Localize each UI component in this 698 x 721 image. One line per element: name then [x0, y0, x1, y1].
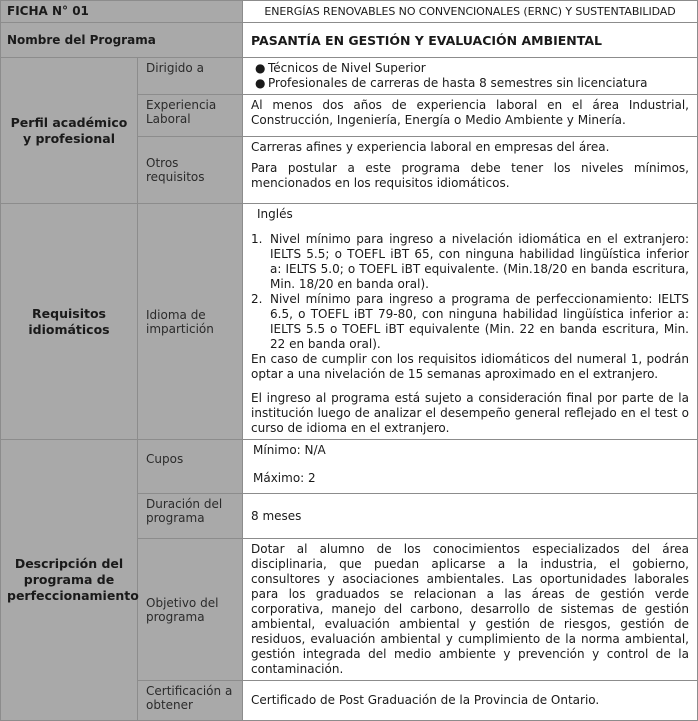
- bullet-icon: ●: [255, 76, 266, 90]
- idioma-value: [243, 204, 698, 440]
- cupos-max: Máximo: 2: [253, 471, 316, 485]
- ficha-number: FICHA N° 01: [1, 1, 243, 23]
- otros-paragraph-1: Carreras afines y experiencia laboral en empresas del área.: [251, 140, 610, 154]
- duracion-label: Duración del programa: [138, 494, 243, 539]
- objetivo-value: Dotar al alumno de los conocimientos especializados del área disciplinaria, que puedan aplicarse a la industria, el gobierno, consultores y asociaciones ambientales. Las oportunidades laborales para los graduados se relacionan a las áreas de gestión verde corporativa, manejo del carbono, desarrollo de sistemas de gestión ambiental, evaluación ambiental y gestión de riesgos, gestión de residuos, evaluación ambiental y cumplimiento de la norma ambiental, gestión integrada del medio ambiente y prevención y control de la contaminación.: [243, 539, 698, 681]
- list-item: 1. Nivel mínimo para ingreso a nivelación idiomática en el extranjero: IELTS 5.5; o TOEFL iBT 65, con ninguna habilidad lingüística inferior a: IELTS 5.0; o TOEFL iBT equivalente. (Min.18/20 en banda escritura, Min. 18/20 en banda oral).: [251, 232, 689, 291]
- dirigido-value: [243, 58, 698, 95]
- list-item: ● Profesionales de carreras de hasta 8 semestres sin licenciatura: [255, 76, 648, 90]
- program-name-label: Nombre del Programa: [1, 23, 243, 58]
- requisitos-note-1: En caso de cumplir con los requisitos idiomáticos del numeral 1, podrán optar a una nivelación de 15 semanas aproximado en el extranjero.: [251, 352, 689, 381]
- requisitos-note-2: El ingreso al programa está sujeto a consideración final por parte de la institución luego de analizar el desempeño general reflejado en el test o curso de idioma en el extranjero.: [251, 391, 689, 435]
- requisitos-list: [251, 232, 689, 352]
- dirigido-row: [1, 58, 698, 95]
- cupos-value: [243, 440, 698, 494]
- certificacion-label: Certificación a obtener: [138, 681, 243, 721]
- program-area: ENERGÍAS RENOVABLES NO CONVENCIONALES (ERNC) Y SUSTENTABILIDAD: [243, 1, 698, 23]
- descripcion-section-label: Descripción del programa de perfeccionamiento: [1, 440, 138, 721]
- dirigido-label: Dirigido a: [138, 58, 243, 95]
- program-name-value: PASANTÍA EN GESTIÓN Y EVALUACIÓN AMBIENTAL: [243, 23, 698, 58]
- otros-label: Otros requisitos: [138, 137, 243, 204]
- requisitos-section-label: Requisitos idiomáticos: [1, 204, 138, 440]
- idioma-label: Idioma de impartición: [138, 204, 243, 440]
- requisitos-row: [1, 204, 698, 440]
- list-item: ● Técnicos de Nivel Superior: [255, 61, 426, 75]
- objetivo-label: Objetivo del programa: [138, 539, 243, 681]
- duracion-value: 8 meses: [243, 494, 698, 539]
- otros-value: [243, 137, 698, 204]
- perfil-section-label: Perfil académico y profesional: [1, 58, 138, 204]
- idioma-name: Inglés: [257, 207, 293, 221]
- bullet-icon: ●: [255, 61, 266, 75]
- otros-paragraph-2: Para postular a este programa debe tener los niveles mínimos, mencionados en los requisitos idiomáticos.: [251, 161, 689, 190]
- cupos-label: Cupos: [138, 440, 243, 494]
- certificacion-value: Certificado de Post Graduación de la Provincia de Ontario.: [243, 681, 698, 721]
- dirigido-list: [251, 61, 689, 91]
- cupos-min: Mínimo: N/A: [253, 443, 326, 457]
- list-item: 2. Nivel mínimo para ingreso a programa de perfeccionamiento: IELTS 6.5, o TOEFL iBT 79-80, con ninguna habilidad lingüística inferior a: IELTS 5.5 o TOEFL iBT equivalente (Min. 22 en banda escritura, Min. 22 en banda oral).: [251, 292, 689, 351]
- experiencia-label: Experiencia Laboral: [138, 95, 243, 137]
- cupos-row: [1, 440, 698, 494]
- program-name-row: [1, 23, 698, 58]
- header-row: [1, 1, 698, 23]
- experiencia-value: Al menos dos años de experiencia laboral en el área Industrial, Construcción, Ingeniería, Energía o Medio Ambiente y Minería.: [243, 95, 698, 137]
